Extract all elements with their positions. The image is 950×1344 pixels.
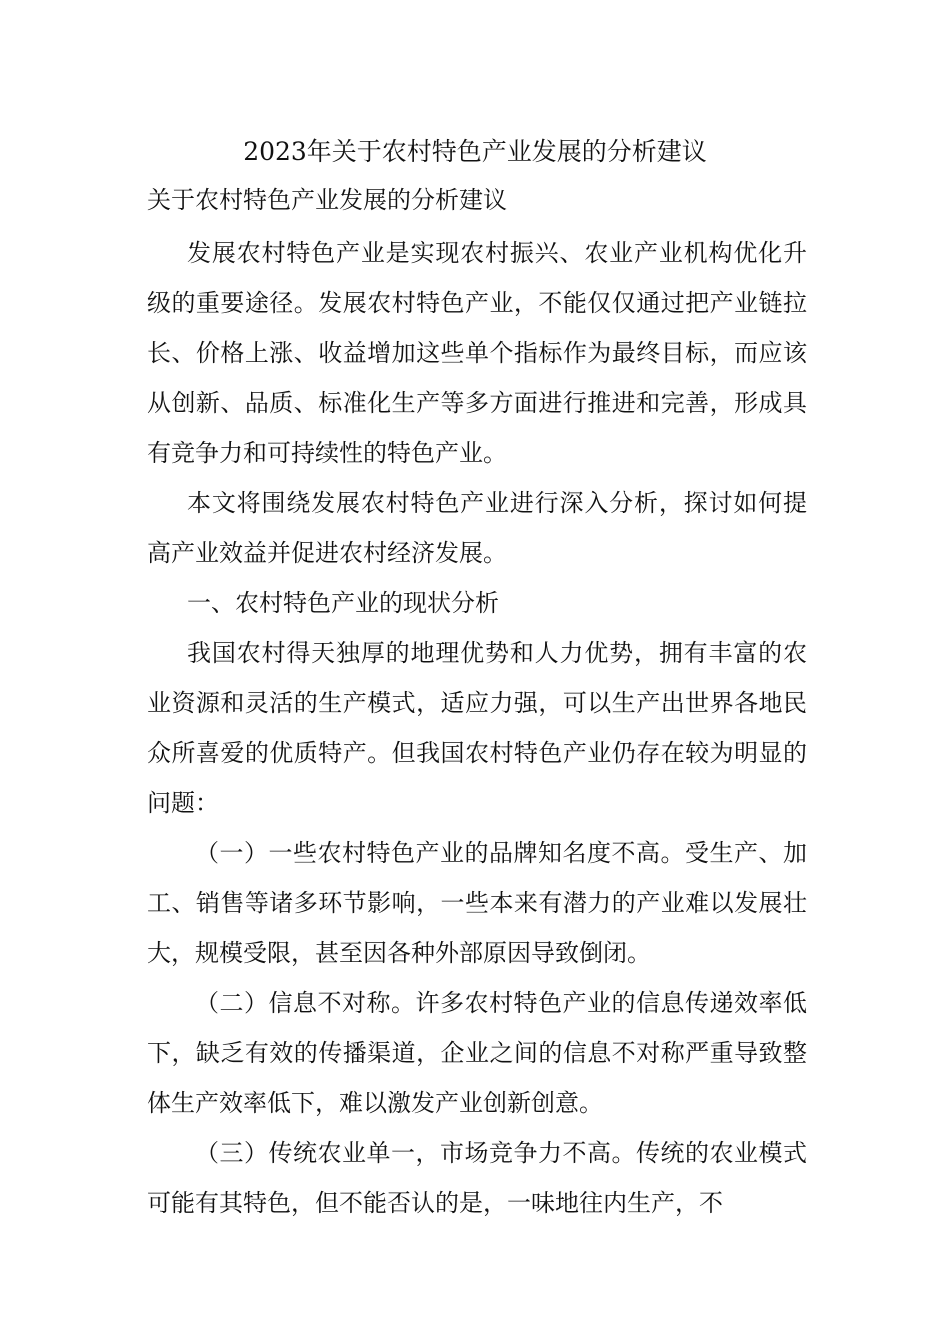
paragraph-issue-1: （一）一些农村特色产业的品牌知名度不高。受生产、加工、销售等诸多环节影响，一些本来有潜力的产业难以发展壮大，规模受限，甚至因各种外部原因导致倒闭。: [147, 839, 807, 967]
paragraph-purpose: 本文将围绕发展农村特色产业进行深入分析，探讨如何提高产业效益并促进农村经济发展。: [147, 489, 807, 567]
paragraph-intro: 发展农村特色产业是实现农村振兴、农业产业机构优化升级的重要途径。发展农村特色产业，不能仅仅通过把产业链拉长、价格上涨、收益增加这些单个指标作为最终目标，而应该从创新、品质、标准化生产等多方面进行推进和完善，形成具有竞争力和可持续性的特色产业。: [147, 239, 807, 467]
paragraph-issue-3: （三）传统农业单一，市场竞争力不高。传统的农业模式可能有其特色，但不能否认的是，一味地往内生产，不: [147, 1139, 807, 1217]
section-heading-1: 一、农村特色产业的现状分析: [187, 589, 499, 617]
document-subtitle: 关于农村特色产业发展的分析建议: [147, 186, 507, 214]
paragraph-issue-2: （二）信息不对称。许多农村特色产业的信息传递效率低下，缺乏有效的传播渠道，企业之间的信息不对称严重导致整体生产效率低下，难以激发产业创新创意。: [147, 989, 807, 1117]
document-title: 2023年关于农村特色产业发展的分析建议: [243, 137, 707, 166]
paragraph-status: 我国农村得天独厚的地理优势和人力优势，拥有丰富的农业资源和灵活的生产模式，适应力强，可以生产出世界各地民众所喜爱的优质特产。但我国农村特色产业仍存在较为明显的问题：: [147, 639, 807, 817]
document-body: [147, 228, 807, 1228]
